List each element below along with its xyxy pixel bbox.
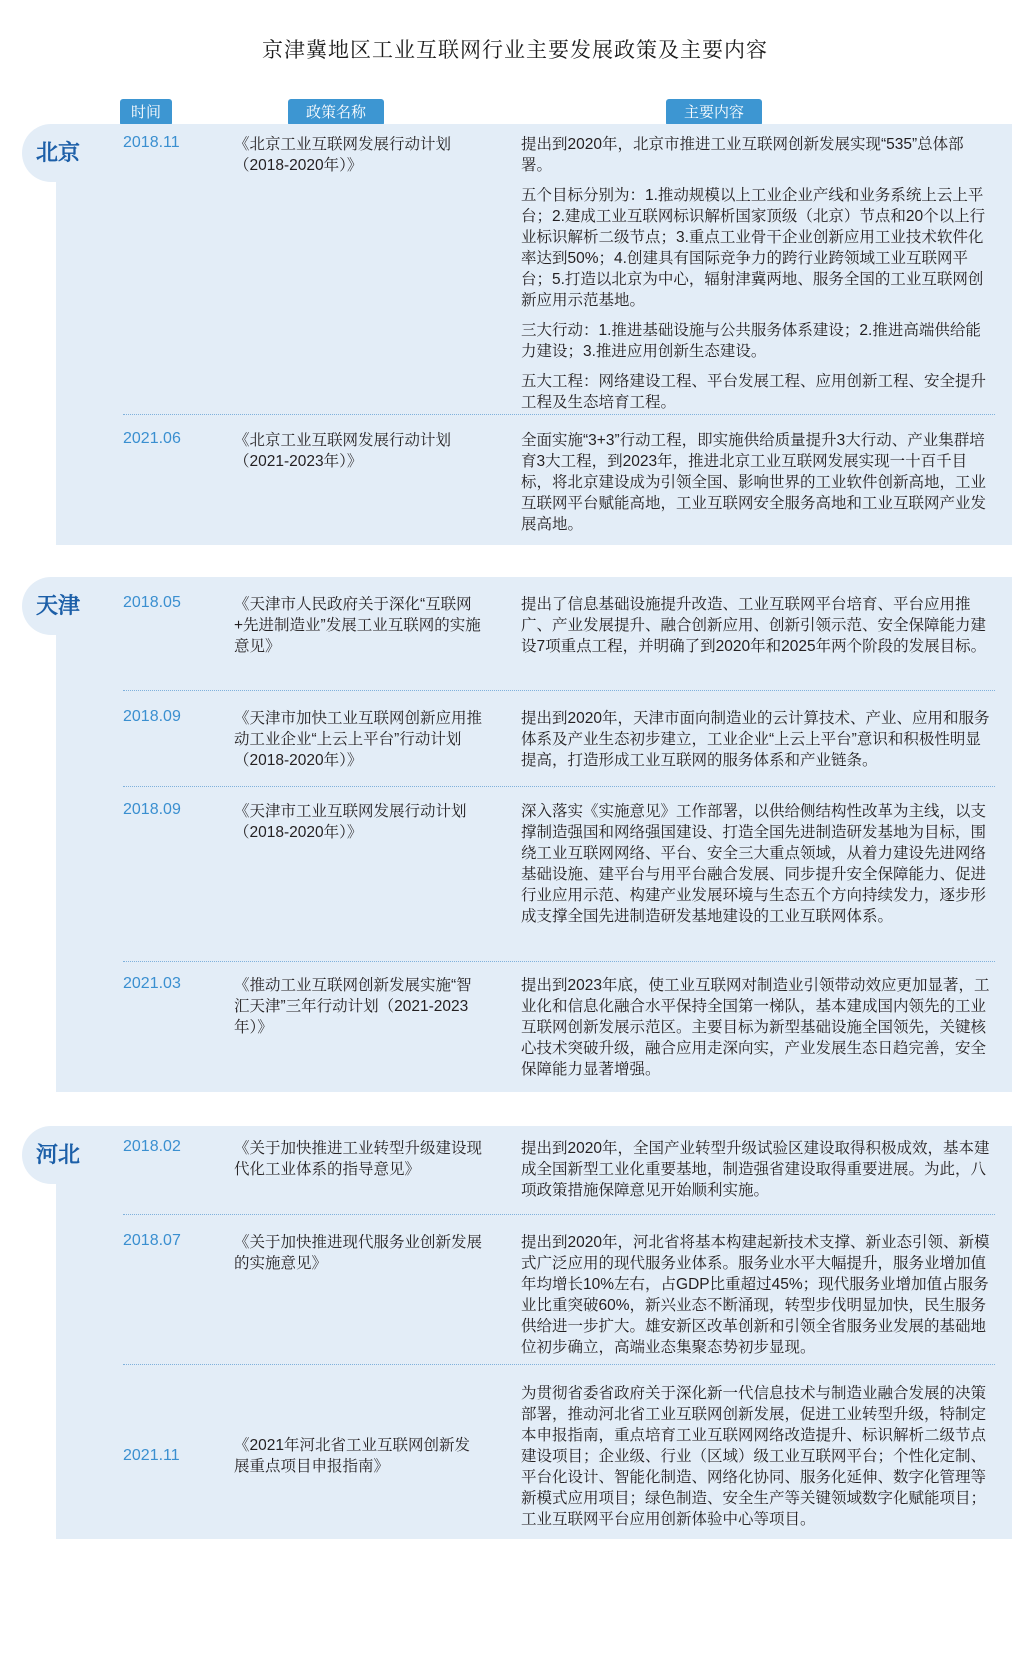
region-label-beijing: 北京	[22, 124, 112, 182]
policy-content	[521, 975, 991, 1089]
policy-date: 2021.11	[123, 1447, 180, 1464]
policy-date: 2018.09	[123, 708, 181, 725]
policy-content	[521, 134, 991, 422]
policy-name: 《推动工业互联网创新发展实施“智汇天津”三年行动计划（2021-2023年）》	[234, 977, 472, 1036]
policy-date: 2021.06	[123, 430, 181, 447]
row-divider	[123, 1214, 995, 1215]
policy-name: 《天津市加快工业互联网创新应用推动工业企业“上云上平台”行动计划（2018-2020年）》	[234, 710, 483, 769]
row-divider	[123, 414, 995, 415]
row-divider	[123, 786, 995, 787]
policy-date: 2021.03	[123, 975, 181, 992]
region-label-tianjin: 天津	[22, 577, 112, 635]
policy-name: 《天津市工业互联网发展行动计划（2018-2020年）》	[234, 803, 467, 841]
region-section-hebei	[56, 1126, 1012, 1539]
policy-date: 2018.11	[123, 134, 180, 151]
policy-name: 《关于加快推进现代服务业创新发展的实施意见》	[234, 1234, 483, 1272]
policy-content	[521, 1232, 991, 1367]
content-paragraph: 提出到2020年，天津市面向制造业的云计算技术、产业、应用和服务体系及产业生态初步建立，工业企业“上云上平台”意识和积极性明显提高，打造形成工业互联网的服务体系和产业链条。	[521, 710, 990, 769]
policy-date: 2018.02	[123, 1138, 181, 1155]
content-paragraph: 提出了信息基础设施提升改造、工业互联网平台培育、平台应用推广、产业发展提升、融合创新应用、创新引领示范、安全保障能力建设7项重点工程，并明确了到2020年和2025年两个阶段的发展目标。	[521, 596, 987, 655]
policy-date: 2018.09	[123, 801, 181, 818]
policy-date: 2018.05	[123, 594, 181, 611]
policy-content	[521, 801, 991, 936]
header-policy-name: 政策名称	[288, 99, 384, 126]
header-time: 时间	[120, 99, 172, 126]
policy-name: 《北京工业互联网发展行动计划（2018-2020年）》	[234, 136, 452, 174]
row-divider	[123, 1364, 995, 1365]
content-paragraph: 提出到2023年底，使工业互联网对制造业引领带动效应更加显著，工业化和信息化融合水平保持全国第一梯队，基本建成国内领先的工业互联网创新发展示范区。主要目标为新型基础设施全国领先，关键核心技术突破升级，融合应用走深向实，产业发展生态日趋完善，安全保障能力显著增强。	[521, 977, 990, 1078]
content-paragraph: 五大工程：网络建设工程、平台发展工程、应用创新工程、安全提升工程及生态培育工程。	[521, 373, 987, 411]
region-section-beijing	[56, 124, 1012, 545]
policy-name: 《天津市人民政府关于深化“互联网+先进制造业”发展工业互联网的实施意见》	[234, 596, 481, 655]
content-paragraph: 提出到2020年，河北省将基本构建起新技术支撑、新业态引领、新模式广泛应用的现代服务业体系。服务业水平大幅提升，服务业增加值年均增长10%左右，占GDP比重超过45%；现代服务业增加值占服务业比重突破60%，新兴业态不断涌现，转型步伐明显加快，民生服务供给进一步扩大。雄安新区改革创新和引领全省服务业发展的基础地位初步确立，高端业态集聚态势初步显现。	[521, 1234, 990, 1356]
policy-content	[521, 594, 991, 666]
policy-name: 《2021年河北省工业互联网创新发展重点项目申报指南》	[234, 1437, 470, 1475]
content-paragraph: 为贯彻省委省政府关于深化新一代信息技术与制造业融合发展的决策部署，推动河北省工业互联网创新发展，促进工业转型升级，特制定本申报指南，重点培育工业互联网网络改造提升、标识解析二级节点建设项目；企业级、行业（区域）级工业互联网平台；个性化定制、平台化设计、智能化制造、网络化协同、服务化延伸、数字化管理等新模式应用项目；绿色制造、安全生产等关键领域数字化赋能项目；工业互联网平台应用创新体验中心等项目。	[521, 1385, 987, 1528]
content-paragraph: 深入落实《实施意见》工作部署，以供给侧结构性改革为主线，以支撑制造强国和网络强国建设、打造全国先进制造研发基地为目标，围绕工业互联网网络、平台、安全三大重点领域，从着力建设先进网络基础设施、建平台与用平台融合发展、同步提升安全保障能力、促进行业应用示范、构建产业发展环境与生态五个方向持续发力，逐步形成支撑全国先进制造研发基地建设的工业互联网体系。	[521, 803, 987, 925]
policy-name: 《北京工业互联网发展行动计划（2021-2023年）》	[234, 432, 452, 470]
policy-content	[521, 430, 991, 544]
region-label-hebei: 河北	[22, 1126, 112, 1184]
content-paragraph: 提出到2020年，全国产业转型升级试验区建设取得积极成效，基本建成全国新型工业化重要基地，制造强省建设取得重要进展。为此，八项政策措施保障意见开始顺利实施。	[521, 1140, 990, 1199]
content-paragraph: 全面实施“3+3”行动工程，即实施供给质量提升3大行动、产业集群培育3大工程，到2023年，推进北京工业互联网发展实现一十百千目标，将北京建设成为引领全国、影响世界的工业软件创新高地，工业互联网平台赋能高地，工业互联网安全服务高地和工业互联网产业发展高地。	[521, 432, 987, 533]
policy-name: 《关于加快推进工业转型升级建设现代化工业体系的指导意见》	[234, 1140, 483, 1178]
row-divider	[123, 690, 995, 691]
content-paragraph: 三大行动：1.推进基础设施与公共服务体系建设；2.推进高端供给能力建设；3.推进应用创新生态建设。	[521, 322, 981, 360]
header-content: 主要内容	[666, 99, 762, 126]
policy-date: 2018.07	[123, 1232, 181, 1249]
policy-content	[521, 1138, 991, 1210]
region-section-tianjin	[56, 577, 1012, 1092]
policy-content	[521, 708, 991, 780]
policy-content	[521, 1383, 991, 1539]
content-paragraph: 五个目标分别为：1.推动规模以上工业企业产线和业务系统上云上平台；2.建成工业互联网标识解析国家顶级（北京）节点和20个以上行业标识解析二级节点；3.重点工业骨干企业创新应用工业技术软件化率达到50%；4.创建具有国际竞争力的跨行业跨领域工业互联网平台；5.打造以北京为中心，辐射津冀两地、服务全国的工业互联网创新应用示范基地。	[521, 187, 986, 309]
content-paragraph: 提出到2020年，北京市推进工业互联网创新发展实现“535”总体部署。	[521, 136, 964, 174]
row-divider	[123, 961, 995, 962]
page-title: 京津冀地区工业互联网行业主要发展政策及主要内容	[262, 39, 768, 62]
